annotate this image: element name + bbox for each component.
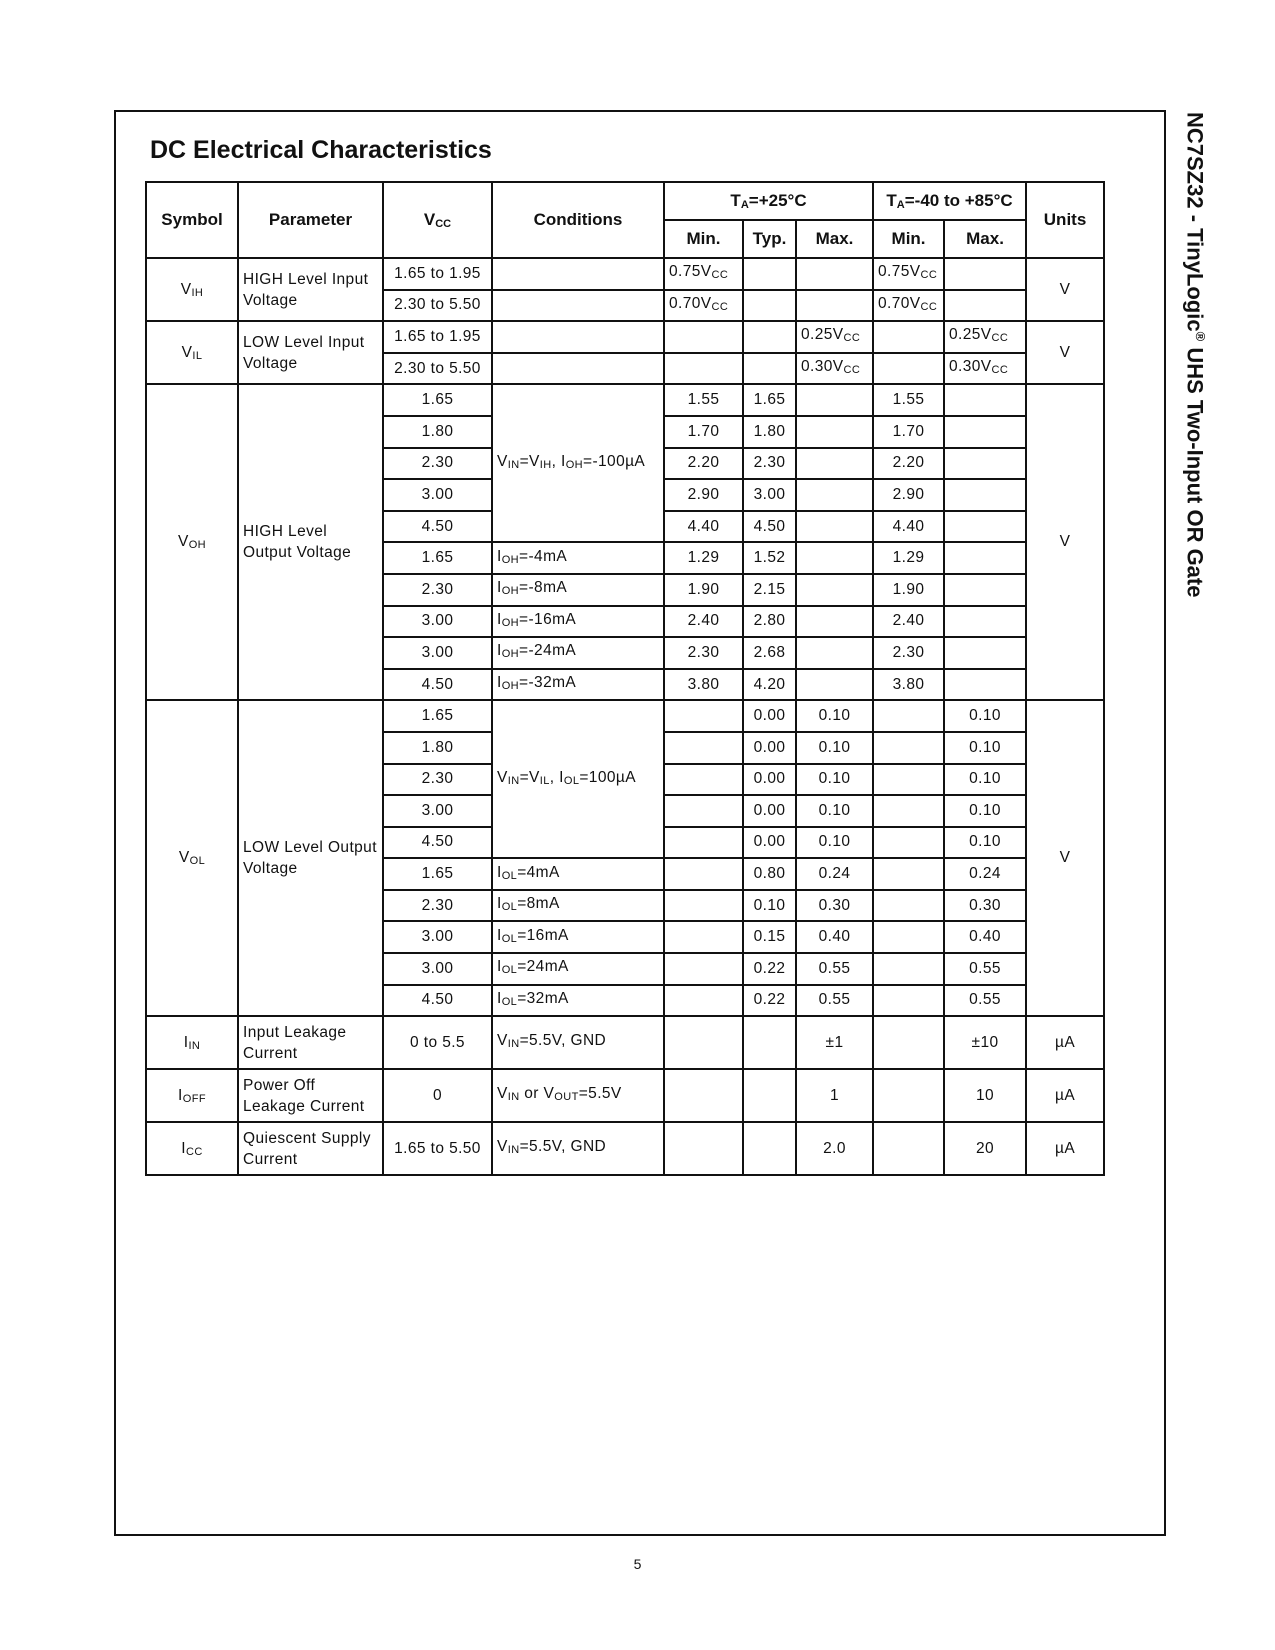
min-cell: 2.90 [664,479,743,511]
typ-cell: 1.65 [743,384,796,416]
conditions-cell: IOH=-24mA [492,637,664,669]
min-ext-cell [873,953,944,985]
max-ext-cell [944,669,1026,701]
col-symbol: Symbol [146,182,238,258]
max-cell: 0.24 [796,858,873,890]
param-vol: LOW Level Output Voltage [238,700,383,1016]
min-ext-cell [873,732,944,764]
max-ext-cell: 0.55 [944,985,1026,1017]
typ-cell: 4.20 [743,669,796,701]
document-side-title [1178,112,1208,672]
max-cell [796,290,873,322]
typ-cell [743,1016,796,1069]
units-voh: V [1026,384,1104,700]
table-row [146,700,1104,732]
min-cell [664,1016,743,1069]
typ-cell: 1.80 [743,416,796,448]
max-cell [796,384,873,416]
col-min-ext: Min. [873,220,944,258]
min-cell [664,953,743,985]
vcc-cell: 2.30 [383,764,492,796]
vcc-cell: 2.30 [383,574,492,606]
doc-title-rest: UHS Two-Input OR Gate [1182,341,1208,598]
max-cell [796,479,873,511]
min-cell [664,732,743,764]
symbol-vil: VIL [146,321,238,384]
vcc-cell: 4.50 [383,827,492,859]
typ-cell: 2.15 [743,574,796,606]
max-cell [796,637,873,669]
col-parameter: Parameter [238,182,383,258]
min-cell [664,764,743,796]
max-ext-cell: 10 [944,1069,1026,1122]
voh-section [146,384,1104,700]
max-cell: 0.25VCC [796,321,873,353]
param-vil: LOW Level Input Voltage [238,321,383,384]
conditions-cell: IOH=-8mA [492,574,664,606]
max-ext-cell: 0.40 [944,921,1026,953]
max-cell: 0.10 [796,827,873,859]
table-row [146,1016,1104,1069]
min-ext-cell [873,764,944,796]
min-cell: 1.90 [664,574,743,606]
symbol-voh: VOH [146,384,238,700]
conditions-cell: IOH=-4mA [492,542,664,574]
col-vcc: VCC [383,182,492,258]
param-vih: HIGH Level Input Voltage [238,258,383,321]
typ-cell [743,258,796,290]
max-ext-cell [944,448,1026,480]
max-ext-cell: 0.25VCC [944,321,1026,353]
units-cell: µA [1026,1016,1104,1069]
typ-cell: 0.00 [743,827,796,859]
min-ext-cell: 2.90 [873,479,944,511]
doc-title-text: NC7SZ32 - TinyLogic [1182,112,1208,332]
col-max-ext: Max. [944,220,1026,258]
col-conditions: Conditions [492,182,664,258]
min-cell: 1.70 [664,416,743,448]
max-cell: 0.55 [796,985,873,1017]
max-ext-cell [944,574,1026,606]
min-ext-cell [873,321,944,353]
units-cell: µA [1026,1069,1104,1122]
min-ext-cell: 1.55 [873,384,944,416]
conditions-cell: IOH=-16mA [492,606,664,638]
min-cell: 2.40 [664,606,743,638]
min-ext-cell [873,858,944,890]
conditions-cell: VIN or VOUT=5.5V [492,1069,664,1122]
col-typ: Typ. [743,220,796,258]
max-cell [796,258,873,290]
max-ext-cell: 0.10 [944,827,1026,859]
symbol-ioff: IOFF [146,1069,238,1122]
section-heading: DC Electrical Characteristics [150,136,492,164]
max-ext-cell: 0.30VCC [944,353,1026,385]
max-cell: 0.10 [796,795,873,827]
min-ext-cell [873,1016,944,1069]
min-ext-cell: 2.30 [873,637,944,669]
vcc-cell: 1.65 [383,542,492,574]
col-min: Min. [664,220,743,258]
typ-cell: 4.50 [743,511,796,543]
param-voh: HIGH Level Output Voltage [238,384,383,700]
vol-section [146,700,1104,1016]
min-ext-cell: 0.75VCC [873,258,944,290]
max-ext-cell [944,258,1026,290]
max-cell: 0.40 [796,921,873,953]
min-cell: 0.70VCC [664,290,743,322]
vcc-cell: 2.30 [383,890,492,922]
max-ext-cell [944,384,1026,416]
conditions-cell: IOL=32mA [492,985,664,1017]
vcc-cell: 2.30 to 5.50 [383,353,492,385]
units-vil: V [1026,321,1104,384]
symbol-icc: ICC [146,1122,238,1175]
vcc-cell: 1.80 [383,416,492,448]
typ-cell: 0.00 [743,700,796,732]
vcc-cell: 2.30 to 5.50 [383,290,492,322]
max-ext-cell [944,416,1026,448]
conditions-cell: VIN=VIH, IOH=-100µA [492,384,664,542]
max-cell: 0.30 [796,890,873,922]
typ-cell: 0.00 [743,764,796,796]
header-row-1 [146,182,1104,220]
max-ext-cell: 0.10 [944,732,1026,764]
min-cell [664,921,743,953]
min-ext-cell: 3.80 [873,669,944,701]
vcc-cell: 1.65 [383,858,492,890]
vcc-cell: 3.00 [383,637,492,669]
max-cell [796,448,873,480]
max-cell [796,416,873,448]
min-ext-cell: 1.70 [873,416,944,448]
vcc-cell: 3.00 [383,921,492,953]
max-ext-cell: 0.10 [944,700,1026,732]
vcc-cell: 1.80 [383,732,492,764]
vcc-cell: 3.00 [383,606,492,638]
col-group-ta-ext: TA=-40 to +85°C [873,182,1026,220]
min-ext-cell [873,1069,944,1122]
min-cell [664,890,743,922]
table-row [146,1122,1104,1175]
min-cell: 1.29 [664,542,743,574]
dc-characteristics-table [145,181,1105,1176]
min-ext-cell: 4.40 [873,511,944,543]
typ-cell: 3.00 [743,479,796,511]
max-ext-cell [944,542,1026,574]
min-cell [664,827,743,859]
typ-cell [743,1069,796,1122]
conditions-cell: VIN=5.5V, GND [492,1016,664,1069]
typ-cell: 0.10 [743,890,796,922]
vcc-cell: 1.65 [383,700,492,732]
max-cell [796,511,873,543]
max-cell: 0.30VCC [796,353,873,385]
min-ext-cell [873,795,944,827]
conditions-cell [492,321,664,353]
col-units: Units [1026,182,1104,258]
conditions-cell: IOL=4mA [492,858,664,890]
max-ext-cell [944,637,1026,669]
typ-cell: 0.80 [743,858,796,890]
min-cell [664,700,743,732]
typ-cell: 0.15 [743,921,796,953]
max-ext-cell [944,606,1026,638]
page-number: 5 [633,1556,642,1572]
col-max: Max. [796,220,873,258]
max-ext-cell: 0.24 [944,858,1026,890]
vcc-cell: 4.50 [383,669,492,701]
min-cell: 0.75VCC [664,258,743,290]
min-cell: 1.55 [664,384,743,416]
min-ext-cell: 1.90 [873,574,944,606]
table-row [146,384,1104,416]
conditions-cell [492,290,664,322]
units-vol: V [1026,700,1104,1016]
min-cell [664,1122,743,1175]
conditions-cell: VIN=VIL, IOL=100µA [492,700,664,858]
max-cell: 0.10 [796,764,873,796]
typ-cell [743,321,796,353]
typ-cell: 1.52 [743,542,796,574]
vcc-cell: 0 [383,1069,492,1122]
max-cell: 0.55 [796,953,873,985]
typ-cell: 0.22 [743,985,796,1017]
min-cell: 4.40 [664,511,743,543]
units-vih: V [1026,258,1104,321]
min-cell: 2.30 [664,637,743,669]
conditions-cell: IOL=24mA [492,953,664,985]
vcc-cell: 1.65 to 1.95 [383,321,492,353]
max-cell [796,542,873,574]
min-ext-cell: 2.40 [873,606,944,638]
min-ext-cell [873,985,944,1017]
vcc-cell: 1.65 [383,384,492,416]
vcc-cell: 3.00 [383,953,492,985]
table-row [146,321,1104,353]
typ-cell [743,353,796,385]
min-ext-cell [873,890,944,922]
typ-cell: 0.00 [743,732,796,764]
symbol-vih: VIH [146,258,238,321]
min-ext-cell [873,921,944,953]
min-cell: 3.80 [664,669,743,701]
max-ext-cell: ±10 [944,1016,1026,1069]
max-ext-cell: 0.10 [944,795,1026,827]
min-cell [664,353,743,385]
max-ext-cell [944,511,1026,543]
vcc-cell: 3.00 [383,795,492,827]
vcc-cell: 4.50 [383,985,492,1017]
vcc-cell: 0 to 5.5 [383,1016,492,1069]
max-cell [796,574,873,606]
max-ext-cell [944,290,1026,322]
min-cell: 2.20 [664,448,743,480]
vcc-cell: 2.30 [383,448,492,480]
conditions-cell: VIN=5.5V, GND [492,1122,664,1175]
min-ext-cell: 0.70VCC [873,290,944,322]
max-cell: 2.0 [796,1122,873,1175]
min-ext-cell: 1.29 [873,542,944,574]
min-ext-cell: 2.20 [873,448,944,480]
conditions-cell [492,353,664,385]
min-cell [664,321,743,353]
max-ext-cell: 0.30 [944,890,1026,922]
col-group-ta25: TA=+25°C [664,182,873,220]
max-ext-cell: 20 [944,1122,1026,1175]
conditions-cell: IOH=-32mA [492,669,664,701]
typ-cell: 2.80 [743,606,796,638]
typ-cell: 2.68 [743,637,796,669]
typ-cell: 2.30 [743,448,796,480]
typ-cell [743,290,796,322]
param-ioff: Power Off Leakage Current [238,1069,383,1122]
typ-cell: 0.22 [743,953,796,985]
vcc-cell: 1.65 to 1.95 [383,258,492,290]
conditions-cell [492,258,664,290]
min-ext-cell [873,353,944,385]
max-cell: ±1 [796,1016,873,1069]
conditions-cell: IOL=16mA [492,921,664,953]
min-ext-cell [873,700,944,732]
max-ext-cell [944,479,1026,511]
max-cell [796,606,873,638]
typ-cell [743,1122,796,1175]
max-cell: 0.10 [796,700,873,732]
table-row [146,258,1104,290]
max-ext-cell: 0.10 [944,764,1026,796]
symbol-vol: VOL [146,700,238,1016]
param-iin: Input Leakage Current [238,1016,383,1069]
registered-mark: ® [1193,331,1208,342]
units-cell: µA [1026,1122,1104,1175]
typ-cell: 0.00 [743,795,796,827]
vcc-cell: 4.50 [383,511,492,543]
max-cell: 0.10 [796,732,873,764]
conditions-cell: IOL=8mA [492,890,664,922]
table-row [146,1069,1104,1122]
min-cell [664,795,743,827]
min-cell [664,858,743,890]
vcc-cell: 1.65 to 5.50 [383,1122,492,1175]
min-cell [664,985,743,1017]
max-cell [796,669,873,701]
max-cell: 1 [796,1069,873,1122]
min-ext-cell [873,1122,944,1175]
vcc-cell: 3.00 [383,479,492,511]
min-cell [664,1069,743,1122]
param-icc: Quiescent Supply Current [238,1122,383,1175]
symbol-iin: IIN [146,1016,238,1069]
min-ext-cell [873,827,944,859]
max-ext-cell: 0.55 [944,953,1026,985]
